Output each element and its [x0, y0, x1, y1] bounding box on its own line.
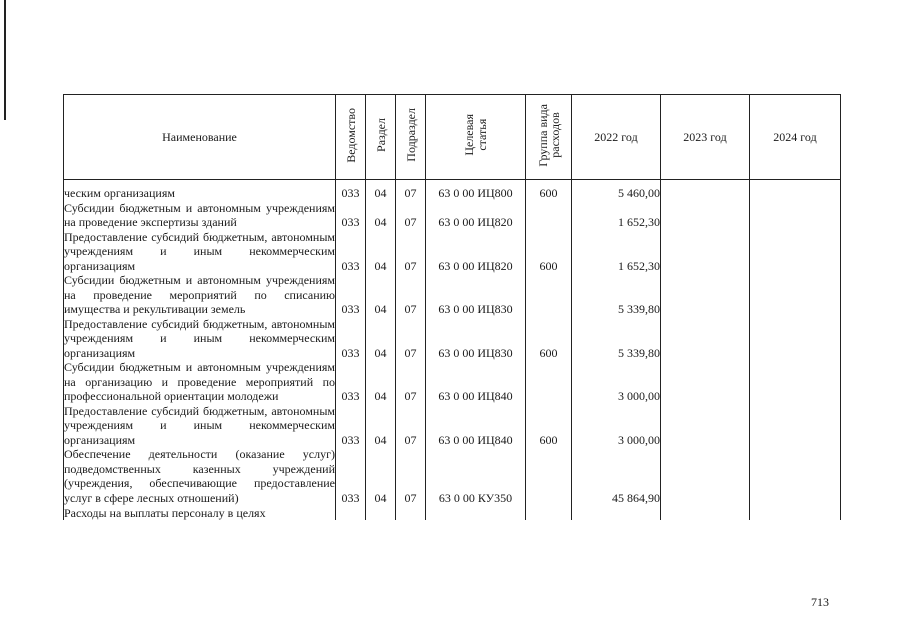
row-2024 [750, 273, 841, 317]
row-exp: 600 [526, 404, 572, 448]
header-dept: Ведомство [336, 95, 366, 180]
row-2023 [661, 273, 750, 317]
row-section: 04 [366, 230, 396, 274]
table-row [64, 230, 841, 274]
row-2022: 5 339,80 [572, 317, 661, 361]
header-exp-group: Группа вида расходов [526, 95, 572, 180]
header-subsection: Подраздел [396, 95, 426, 180]
row-subsection: 07 [396, 447, 426, 505]
row-dept: 033 [336, 201, 366, 230]
row-section: 04 [366, 186, 396, 201]
row-2023 [661, 230, 750, 274]
budget-table [63, 94, 841, 520]
row-name: ческим организациям [64, 186, 336, 201]
header-section: Раздел [366, 95, 396, 180]
row-dept: 033 [336, 317, 366, 361]
row-2022: 1 652,30 [572, 201, 661, 230]
row-2023 [661, 186, 750, 201]
row-target: 63 0 00 ИЦ830 [426, 273, 526, 317]
row-exp: 600 [526, 230, 572, 274]
row-dept: 033 [336, 230, 366, 274]
row-2023 [661, 404, 750, 448]
row-exp [526, 273, 572, 317]
row-name: Предоставление субсидий бюджетным, автономным учреждениям и иным некоммерческим организациям [64, 316, 335, 360]
row-dept: 033 [336, 273, 366, 317]
row-target: 63 0 00 ИЦ820 [426, 230, 526, 274]
row-2023 [661, 201, 750, 230]
row-2024 [750, 201, 841, 230]
row-section: 04 [366, 404, 396, 448]
row-2023 [661, 317, 750, 361]
row-section: 04 [366, 447, 396, 505]
row-name: Предоставление субсидий бюджетным, автономным учреждениям и иным некоммерческим организациям [64, 229, 335, 273]
row-name: Субсидии бюджетным и автономным учреждениям на проведение экспертизы зданий [64, 200, 335, 229]
row-2022: 45 864,90 [572, 447, 661, 505]
header-2023: 2023 год [661, 95, 750, 180]
header-name: Наименование [64, 95, 336, 180]
row-target: 63 0 00 ИЦ800 [426, 186, 526, 201]
table-header-row [64, 95, 841, 180]
header-2022: 2022 год [572, 95, 661, 180]
row-name: Обеспечение деятельности (оказание услуг) подведомственных казенных учреждений (учреждения, обеспечивающие предоставление услуг в сфере лесных отношений) [64, 447, 335, 505]
row-dept: 033 [336, 186, 366, 201]
table-row [64, 447, 841, 505]
row-dept: 033 [336, 447, 366, 505]
row-subsection: 07 [396, 201, 426, 230]
row-target: 63 0 00 ИЦ830 [426, 317, 526, 361]
row-subsection: 07 [396, 404, 426, 448]
row-2024 [750, 317, 841, 361]
row-exp [526, 447, 572, 505]
row-exp: 600 [526, 317, 572, 361]
row-2023 [661, 360, 750, 404]
row-2024 [750, 186, 841, 201]
row-2022: 5 339,80 [572, 273, 661, 317]
row-section: 04 [366, 273, 396, 317]
row-section: 04 [366, 201, 396, 230]
row-2022: 5 460,00 [572, 186, 661, 201]
page-number: 713 [811, 595, 829, 609]
row-2022: 1 652,30 [572, 230, 661, 274]
row-subsection: 07 [396, 360, 426, 404]
row-section: 04 [366, 360, 396, 404]
row-2022: 3 000,00 [572, 360, 661, 404]
scan-edge-line [4, 0, 6, 120]
row-2022: 3 000,00 [572, 404, 661, 448]
row-name: Расходы на выплаты персоналу в целях [64, 505, 336, 520]
row-name: Субсидии бюджетным и автономным учреждениям на проведение мероприятий по списанию имущества и рекультивации земель [64, 273, 335, 316]
table-row [64, 360, 841, 404]
table-row [64, 273, 841, 317]
row-subsection: 07 [396, 230, 426, 274]
table-row [64, 201, 841, 230]
row-dept: 033 [336, 404, 366, 448]
row-subsection: 07 [396, 317, 426, 361]
table-row [64, 317, 841, 361]
table-row [64, 186, 841, 201]
row-target: 63 0 00 ИЦ840 [426, 360, 526, 404]
row-exp [526, 360, 572, 404]
row-subsection: 07 [396, 273, 426, 317]
row-2024 [750, 447, 841, 505]
table-row-continued [64, 505, 841, 520]
table-row [64, 404, 841, 448]
row-subsection: 07 [396, 186, 426, 201]
row-exp: 600 [526, 186, 572, 201]
row-2023 [661, 447, 750, 505]
row-target: 63 0 00 ИЦ820 [426, 201, 526, 230]
row-name: Предоставление субсидий бюджетным, автономным учреждениям и иным некоммерческим организациям [64, 403, 335, 447]
row-name: Субсидии бюджетным и автономным учреждениям на организацию и проведение мероприятий по профессиональной ориентации молодежи [64, 360, 335, 403]
header-target: Целевая статья [426, 95, 526, 180]
row-2024 [750, 360, 841, 404]
row-2024 [750, 230, 841, 274]
header-2024: 2024 год [750, 95, 841, 180]
row-2024 [750, 404, 841, 448]
row-target: 63 0 00 КУ350 [426, 447, 526, 505]
row-target: 63 0 00 ИЦ840 [426, 404, 526, 448]
row-exp [526, 201, 572, 230]
row-section: 04 [366, 317, 396, 361]
row-dept: 033 [336, 360, 366, 404]
